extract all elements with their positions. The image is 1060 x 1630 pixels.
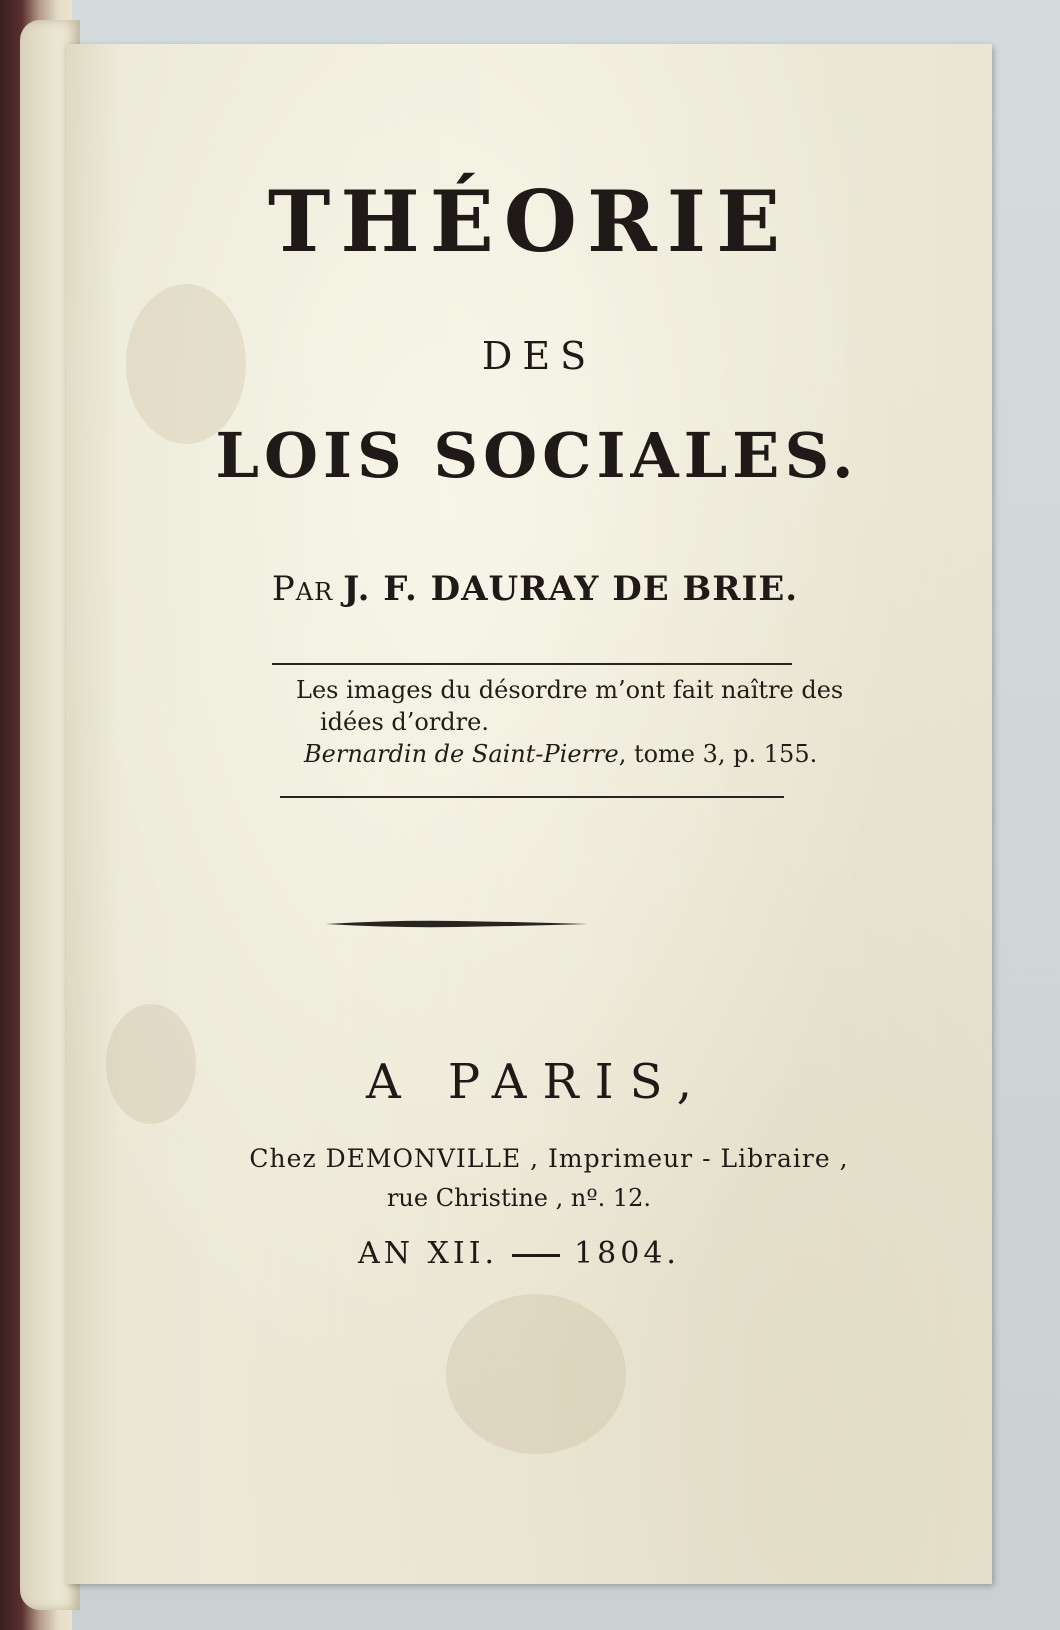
- title-page: [66, 44, 992, 1584]
- title-connector: DES: [481, 334, 597, 378]
- epigraph-source-ref: , tome 3, p. 155.: [618, 740, 818, 768]
- epigraph-line-1: Les images du désordre m’ont fait naître des: [296, 676, 844, 704]
- author-line: [72, 569, 998, 609]
- imprint-publisher: Chez DEMONVILLE , Imprimeur - Libraire ,: [249, 1144, 849, 1173]
- epigraph-rule-top: [272, 663, 792, 665]
- epigraph-rule-bottom: [280, 796, 784, 798]
- ornamental-rule: [326, 918, 588, 930]
- epigraph-source: [296, 738, 816, 770]
- author-prefix: Par: [271, 569, 334, 609]
- imprint-date: [56, 1236, 982, 1271]
- book-subtitle: LOIS SOCIALES.: [215, 419, 859, 492]
- imprint-place: A PARIS,: [365, 1054, 708, 1110]
- book-title: THÉORIE: [267, 172, 791, 271]
- date-republican: AN XII.: [358, 1236, 499, 1271]
- author-name: J. F. DAURAY DE BRIE.: [343, 569, 799, 609]
- date-dash: [512, 1254, 560, 1257]
- imprint-address: rue Christine , nº. 12.: [386, 1184, 652, 1212]
- epigraph: [296, 674, 844, 770]
- date-year: 1804.: [574, 1236, 680, 1271]
- foxing-stain: [446, 1294, 626, 1454]
- epigraph-source-author: Bernardin de Saint-Pierre: [304, 740, 619, 768]
- epigraph-line-2: idées d’ordre.: [320, 708, 489, 736]
